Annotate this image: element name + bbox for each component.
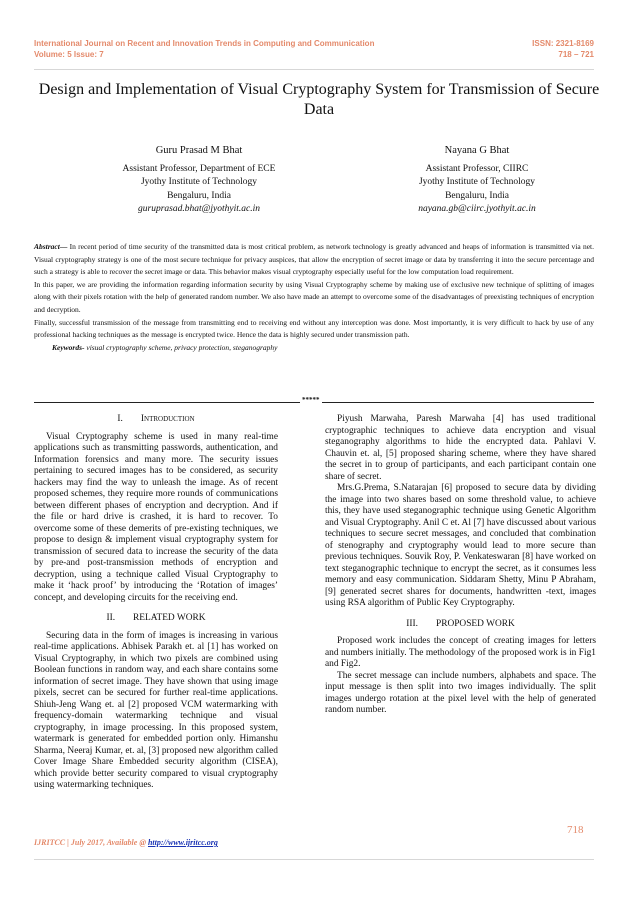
separator-stars: *****	[302, 396, 320, 404]
author-institute: Jyothy Institute of Technology	[140, 177, 258, 188]
author-institute: Jyothy Institute of Technology	[418, 177, 536, 188]
author-2	[352, 144, 602, 216]
page-footer	[34, 837, 594, 860]
related-work-paragraph-1: Securing data in the form of images is increasing in various real-time applications. Abhisek Parakh et. al [1] has worked on Visual Cryptography, in which two pixels are combined using Boolean functions in random way, and each share contains some information of secret image. They have shown that using image pixels, secret can be secured for further real-time applications. Shiuh-Jeng Wang et. al [2] proposed VCM watermarking with frequency-domain watermarking technique and visual cryptography, in image processing. In this proposed system, watermark is generated for embedded portion only. Himanshu Sharma, Neeraj Kumar, et. al, [3] proposed new algorithm called Cover Image Share Embedded security algorithm (CISEA), which provide better security compared to visual cryptography using watermarking techniques.	[34, 630, 278, 790]
footer-rule	[34, 859, 594, 860]
volume-issue: Volume: 5 Issue: 7	[34, 50, 104, 59]
author-name: Guru Prasad M Bhat	[155, 145, 243, 156]
journal-name: International Journal on Recent and Innovation Trends in Computing and Communication	[34, 39, 375, 48]
related-work-paragraph-3: Mrs.G.Prema, S.Natarajan [6] proposed to secure data by dividing the image into two shares based on some threshold value, to achieve this, they have used steganographic technique using Genetic Algorithm and Visual Cryptography. Anil C et. Al [7] have discussed about various techniques to secure secret messages, and concluded that combination of stenography and cryptography would lead to more secure than previous techniques. Souvik Roy, P. Venkateswaran [8] have worked on text steganographic technique to encrypt the secret, as it consumes less memory and easy communication. Siddaram Shetty, Minu P Abraham, [9] generated secret shares for documents, handwritten -text, images using RSA algorithm of Public Key Cryptography.	[325, 483, 596, 608]
right-column	[325, 414, 596, 717]
keywords	[34, 342, 594, 355]
abstract-text: In recent period of time security of the transmitted data is most critical problem, as network technology is greatly advanced and heaps of information is transmitted via net. Visual cryptography strategy is one of the most secure technique for privacy auspices, that allow the encryption of secret image or data by transferring it into the secure percentage and such a strategy is able to recover the secret image or data. This behavior makes visual cryptography especially useful for the low computation load requirement.	[34, 242, 594, 277]
author-role: Assistant Professor, CIIRC	[425, 164, 529, 175]
header-rule	[34, 69, 594, 70]
section-heading-introduction	[34, 414, 278, 426]
footer-text: IJRITCC | July 2017, Available @	[34, 838, 148, 847]
header-row-2	[34, 49, 594, 60]
section-title: Introduction	[140, 414, 195, 424]
proposed-work-paragraph-2: The secret message can include numbers, alphabets and space. The input message is then split into two images individually. The split images undergo rotation at the pixel level with the help of generated random number.	[325, 670, 596, 715]
author-1	[74, 144, 324, 216]
paper-title: Design and Implementation of Visual Cryptography System for Transmission of Secure Data	[38, 81, 600, 118]
page-number: 718	[567, 824, 584, 836]
author-location: Bengaluru, India	[445, 190, 509, 201]
keywords-text: visual cryptography scheme, privacy protection, steganography	[84, 342, 278, 352]
keywords-label: Keywords-	[52, 342, 85, 352]
author-email[interactable]: guruprasad.bhat@jyothyit.ac.in	[138, 203, 260, 214]
footer-link[interactable]: http://www.ijritcc.org	[147, 838, 218, 847]
section-heading-related-work	[34, 613, 278, 625]
journal-header	[34, 38, 594, 78]
intro-paragraph: Visual Cryptography scheme is used in many real-time applications such as transmitting passwords, authentication, and Information forensics and many more. The security issues pertaining to secured images has to be considered, as security hackers may find the way to unleash the image. As of recent proposed schemes, they require more rounds of communications between different phases of encryption and decryption. And if the file or hard drive is crashed, it is hard to recover. To overcome some of these demerits of pre-existing techniques, we propose to design & implement visual cryptography system for transmission of secured data to increase the security of the data by pre-and post-transmission methods of encryption and decryption, using a technique called Visual Cryptography to make it ‘hack proof’ by introducing the ‘Rotation of images’ concept, and developing circuits for the receiving end.	[34, 431, 278, 603]
abstract-paragraph-1	[34, 241, 594, 279]
section-heading-proposed-work	[325, 619, 596, 631]
left-column	[34, 414, 278, 792]
page-range: 718 – 721	[558, 50, 594, 59]
abstract-paragraph-2: In this paper, we are providing the information regarding information security by using Visual Cryptography scheme by making use of exclusive new technique of splitting of images along with their pixels rotation with the help of generated random number. We also have made an attempt to overcome some of the disadvantages of preexisting techniques of encryption and decryption.	[34, 279, 594, 314]
section-title: RELATED WORK	[133, 613, 206, 623]
abstract-paragraph-3: Finally, successful transmission of the message from transmitting end to receiving end without any interception was done. Most importantly, it is very difficult to hack by use of any professional hacking techniques as the message is encrypted twice. Hence the data is highly secured under transmission path.	[34, 317, 594, 340]
related-work-paragraph-2: Piyush Marwaha, Paresh Marwaha [4] has used traditional cryptographic techniques to achieve data encryption and visual steganography algorithms to hide the encrypted data. Pahlavi V. Chauvin et. al, [5] proposed sharing scheme, where they have shared the secret in to group of participants, and each participant contain one share of secret.	[325, 414, 596, 482]
section-number: III.	[406, 618, 418, 629]
section-number: II.	[106, 613, 116, 623]
section-number: I.	[117, 414, 123, 424]
header-row-1	[34, 38, 594, 49]
footer-line	[34, 837, 594, 848]
author-email[interactable]: nayana.gb@ciirc.jyothyit.ac.in	[418, 203, 536, 214]
author-name: Nayana G Bhat	[444, 145, 510, 156]
abstract-label: Abstract—	[34, 242, 68, 251]
section-title: PROPOSED WORK	[435, 618, 515, 629]
author-role: Assistant Professor, Department of ECE	[122, 164, 276, 175]
proposed-work-paragraph-1: Proposed work includes the concept of creating images for letters and numbers initially. The methodology of the proposed work is in Fig1 and Fig2.	[325, 636, 596, 669]
author-location: Bengaluru, India	[167, 190, 231, 201]
issn: ISSN: 2321-8169	[532, 39, 594, 48]
section-separator	[34, 396, 594, 406]
abstract	[34, 241, 594, 354]
